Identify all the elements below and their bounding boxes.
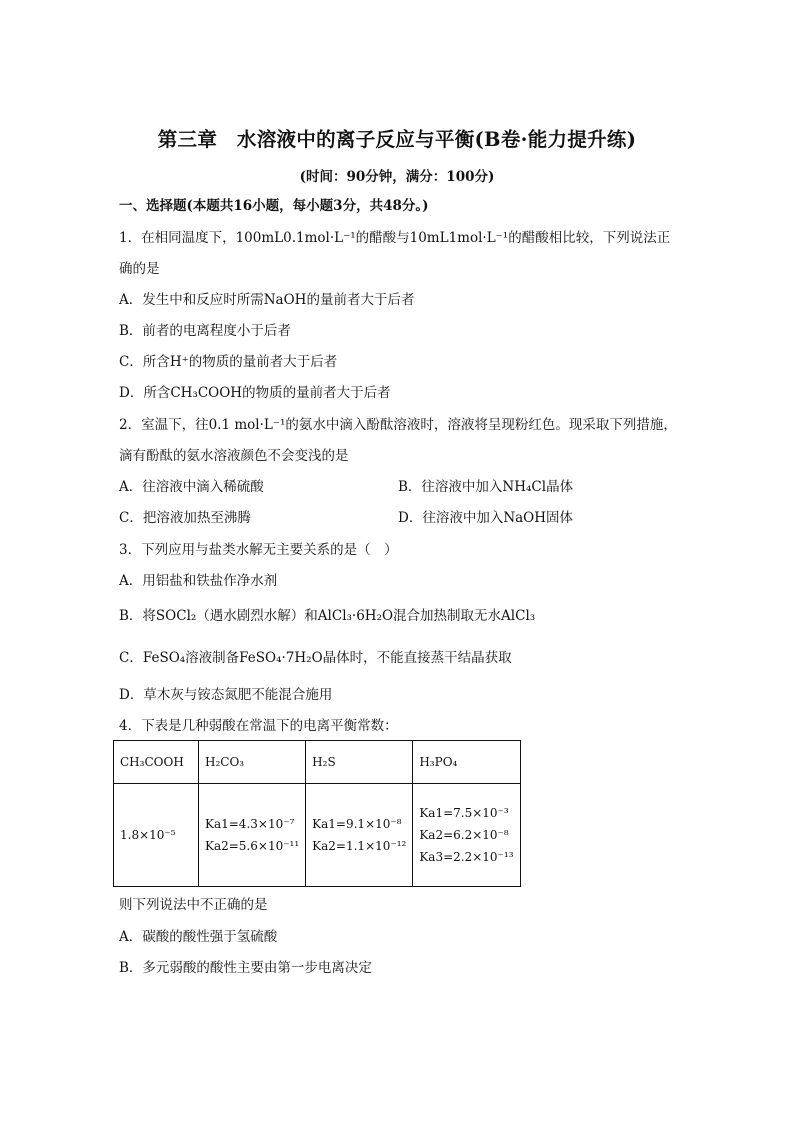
q1-option-b: B．前者的电离程度小于后者 (119, 323, 291, 339)
exam-info: (时间：90分钟，满分：100分) (299, 169, 495, 185)
table-cell-h3po4 (413, 784, 520, 887)
q4-stem: 4．下表是几种弱酸在常温下的电离平衡常数： (119, 718, 398, 734)
table-cell-h2co3 (199, 784, 306, 887)
h2co3-ka1: Ka1=4.3×10⁻⁷ (205, 817, 295, 831)
table-header-cell: H₃PO₄ (413, 741, 520, 784)
q3-stem: 3．下列应用与盐类水解无主要关系的是（ ） (119, 542, 398, 558)
q4-after-table: 则下列说法中不正确的是 (119, 897, 268, 913)
q1-option-c: C．所含H⁺的物质的量前者大于后者 (119, 354, 338, 370)
q3-option-a: A．用铝盐和铁盐作净水剂 (119, 573, 278, 589)
q1-stem-line1: 1．在相同温度下，100mL0.1mol·L⁻¹的醋酸与10mL1mol·L⁻¹的醋酸相比较，下列说法正 (119, 230, 671, 246)
h2s-ka1: Ka1=9.1×10⁻⁸ (312, 817, 402, 831)
table-row (114, 784, 521, 887)
q2-option-b: B．往溶液中加入NH₄Cl晶体 (398, 479, 574, 495)
page-title: 第三章 水溶液中的离子反应与平衡(B卷·能力提升练) (157, 128, 637, 151)
q2-option-c: C．把溶液加热至沸腾 (119, 510, 251, 526)
q4-option-a: A．碳酸的酸性强于氢硫酸 (119, 929, 278, 945)
q1-stem-line2: 确的是 (119, 261, 160, 277)
section-heading: 一、选择题(本题共16小题，每小题3分，共48分。) (119, 198, 429, 214)
h3po4-ka2: Ka2=6.2×10⁻⁸ (419, 828, 509, 842)
table-header-cell: CH₃COOH (114, 741, 199, 784)
h2s-ka2: Ka2=1.1×10⁻¹² (312, 839, 407, 853)
table-header-cell: H₂S (306, 741, 413, 784)
table-cell-ch3cooh: 1.8×10⁻⁵ (114, 784, 199, 887)
table-cell-h2s (306, 784, 413, 887)
q2-option-a: A．往溶液中滴入稀硫酸 (119, 479, 264, 495)
q4-option-b: B．多元弱酸的酸性主要由第一步电离决定 (119, 960, 372, 976)
ionization-constant-table (113, 740, 521, 887)
q3-option-d: D．草木灰与铵态氮肥不能混合施用 (119, 687, 333, 703)
q3-option-c: C．FeSO₄溶液制备FeSO₄·7H₂O晶体时，不能直接蒸干结晶获取 (119, 650, 512, 666)
table-header-row (114, 741, 521, 784)
q2-stem-line1: 2．室温下，往0.1 mol·L⁻¹的氨水中滴入酚酞溶液时，溶液将呈现粉红色。现采取下列措施， (119, 417, 677, 433)
h3po4-ka1: Ka1=7.5×10⁻³ (419, 806, 509, 820)
q2-stem-line2: 滴有酚酞的氨水溶液颜色不会变浅的是 (119, 448, 349, 464)
q1-option-a: A．发生中和反应时所需NaOH的量前者大于后者 (119, 292, 415, 308)
table-header-cell: H₂CO₃ (199, 741, 306, 784)
h2co3-ka2: Ka2=5.6×10⁻¹¹ (205, 839, 300, 853)
q3-option-b: B．将SOCl₂（遇水剧烈水解）和AlCl₃·6H₂O混合加热制取无水AlCl₃ (119, 608, 536, 624)
q1-option-d: D．所含CH₃COOH的物质的量前者大于后者 (119, 385, 391, 401)
h3po4-ka3: Ka3=2.2×10⁻¹³ (419, 850, 514, 864)
q2-option-d: D．往溶液中加入NaOH固体 (398, 510, 574, 526)
